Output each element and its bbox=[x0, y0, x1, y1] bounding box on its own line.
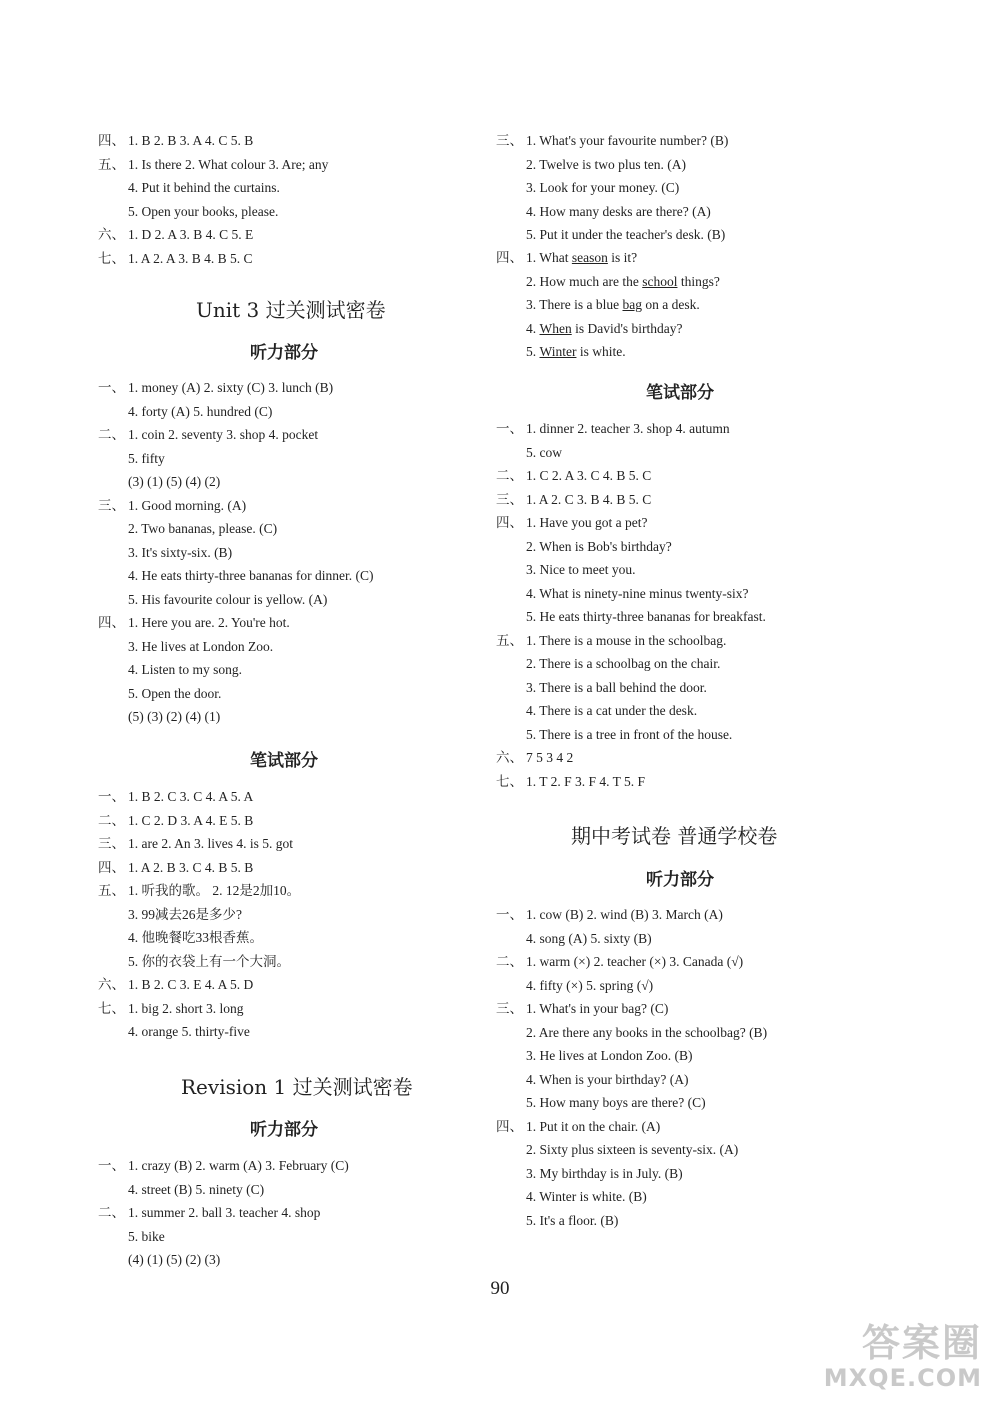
answer-line bbox=[496, 273, 720, 291]
answer-text: is white. bbox=[576, 344, 626, 359]
question-number: 二、 bbox=[98, 427, 125, 442]
answer-line bbox=[496, 1094, 706, 1112]
answer-text: 5. bbox=[526, 344, 540, 359]
answer-text: things? bbox=[677, 273, 720, 289]
answer-text: 3. 99减去26是多少? bbox=[128, 906, 242, 922]
answer-line bbox=[496, 1024, 767, 1042]
answer-text: 1. What's in your bag? (C) bbox=[526, 1001, 669, 1016]
answer-line bbox=[496, 343, 626, 361]
answer-text: 1. cow (B) 2. wind (B) 3. March (A) bbox=[526, 907, 723, 922]
answer-line bbox=[496, 702, 697, 720]
answer-text: 3. My birthday is in July. (B) bbox=[526, 1165, 683, 1181]
answer-line bbox=[496, 1000, 668, 1018]
answer-text: 1. D 2. A 3. B 4. C 5. E bbox=[128, 227, 254, 242]
answer-text: 3. He lives at London Zoo. (B) bbox=[526, 1048, 693, 1063]
answer-text: 5. It's a floor. (B) bbox=[526, 1212, 619, 1228]
answer-text: (5) (3) (2) (4) (1) bbox=[128, 709, 221, 724]
answer-text: 1. 听我的歌。 2. 12是2加10。 bbox=[128, 883, 301, 898]
answer-line bbox=[496, 538, 672, 556]
answer-text: 1. C 2. A 3. C 4. B 5. C bbox=[526, 468, 652, 483]
question-number: 五、 bbox=[98, 156, 125, 172]
answer-line bbox=[496, 953, 743, 971]
answer-line bbox=[98, 788, 253, 806]
subsection-title-listening: 听力部分 bbox=[250, 1120, 318, 1140]
answer-text: is David's birthday? bbox=[571, 320, 683, 336]
answer-text: 4. How many desks are there? (A) bbox=[526, 203, 711, 219]
answer-text: 5. bike bbox=[128, 1228, 165, 1244]
left-column bbox=[98, 0, 518, 1300]
answer-line bbox=[496, 773, 645, 791]
answer-text: 1. B 2. B 3. A 4. C 5. B bbox=[128, 133, 254, 148]
answer-line bbox=[496, 320, 683, 338]
watermark-text-bottom: MXQE.COM bbox=[823, 1364, 982, 1392]
answer-text: 4. Winter is white. (B) bbox=[526, 1189, 647, 1204]
question-number: 一、 bbox=[98, 1158, 125, 1173]
question-number: 七、 bbox=[496, 773, 523, 789]
answer-line bbox=[98, 661, 242, 679]
answer-text: 4. street (B) 5. ninety (C) bbox=[128, 1181, 265, 1197]
question-number: 三、 bbox=[496, 1001, 523, 1016]
answer-text: 2. There is a schoolbag on the chair. bbox=[526, 656, 721, 671]
answer-text: 1. A 2. C 3. B 4. B 5. C bbox=[526, 491, 652, 507]
question-number: 五、 bbox=[98, 883, 125, 898]
answer-text: 1. Here you are. 2. You're hot. bbox=[128, 615, 290, 630]
question-number: 三、 bbox=[496, 133, 523, 148]
answer-text: 3. Nice to meet you. bbox=[526, 562, 636, 577]
answer-text: 5. 你的衣袋上有一个大洞。 bbox=[128, 953, 290, 969]
answer-line bbox=[98, 953, 290, 971]
answer-text: 2. Are there any books in the schoolbag? (B) bbox=[526, 1024, 768, 1040]
answer-text: 5. His favourite colour is yellow. (A) bbox=[128, 591, 328, 607]
answer-line bbox=[496, 906, 723, 924]
answer-text: 1. B 2. C 3. C 4. A 5. A bbox=[128, 789, 254, 804]
question-number: 六、 bbox=[98, 977, 125, 992]
answer-text: 4. He eats thirty-three bananas for dinner. (C) bbox=[128, 568, 374, 583]
answer-line bbox=[98, 1181, 264, 1199]
answer-line bbox=[98, 1228, 165, 1246]
answer-line bbox=[98, 976, 253, 994]
answer-text: is it? bbox=[607, 250, 638, 265]
answer-text: 1. money (A) 2. sixty (C) 3. lunch (B) bbox=[128, 380, 334, 395]
answer-line bbox=[496, 491, 651, 509]
answer-line bbox=[98, 450, 165, 468]
answer-line bbox=[496, 632, 726, 650]
answer-text: 4. bbox=[526, 320, 540, 336]
answer-line bbox=[496, 749, 573, 767]
answer-line bbox=[496, 132, 728, 150]
underlined-word: When bbox=[539, 320, 572, 336]
answer-text: 2. Two bananas, please. (C) bbox=[128, 521, 278, 536]
answer-text: 3. He lives at London Zoo. bbox=[128, 638, 274, 654]
answer-line bbox=[98, 226, 253, 244]
answer-text: 2. When is Bob's birthday? bbox=[526, 538, 672, 554]
subsection-title-listening: 听力部分 bbox=[646, 870, 714, 890]
answer-text: 5. fifty bbox=[128, 450, 165, 466]
answer-line bbox=[496, 444, 562, 462]
answer-line bbox=[98, 497, 246, 515]
answer-text: 1. crazy (B) 2. warm (A) 3. February (C) bbox=[128, 1158, 349, 1173]
answer-text: 1. A 2. A 3. B 4. B 5. C bbox=[128, 250, 253, 266]
question-number: 三、 bbox=[98, 497, 125, 513]
answer-line bbox=[496, 203, 711, 221]
page-number: 90 bbox=[490, 1278, 510, 1299]
answer-line bbox=[496, 561, 635, 579]
subsection-title-writing: 笔试部分 bbox=[646, 383, 714, 403]
answer-line bbox=[98, 132, 253, 150]
answer-line bbox=[98, 591, 327, 609]
section-title-midterm: 期中考试卷 普通学校卷 bbox=[571, 824, 778, 848]
subsection-title-listening: 听力部分 bbox=[250, 343, 318, 363]
answer-text: 5. Open your books, please. bbox=[128, 203, 279, 219]
answer-line bbox=[98, 1204, 320, 1222]
answer-text: 3. There is a blue bbox=[526, 297, 623, 312]
answer-line bbox=[496, 467, 651, 485]
answer-line bbox=[98, 906, 242, 924]
answer-line bbox=[98, 614, 290, 632]
answer-line bbox=[496, 226, 725, 244]
answer-text: 4. orange 5. thirty-five bbox=[128, 1024, 250, 1039]
section-title-unit3: Unit 3 过关测试密卷 bbox=[196, 298, 386, 322]
answer-text: 5. Open the door. bbox=[128, 685, 222, 701]
question-number: 二、 bbox=[98, 1205, 125, 1220]
answer-line bbox=[98, 708, 220, 726]
answer-text: 4. When is your birthday? (A) bbox=[526, 1071, 689, 1087]
question-number: 七、 bbox=[98, 1000, 125, 1016]
question-number: 四、 bbox=[98, 133, 125, 148]
answer-line bbox=[496, 585, 748, 603]
answer-text: 3. Look for your money. (C) bbox=[526, 180, 680, 195]
question-number: 二、 bbox=[496, 468, 523, 483]
underlined-word: school bbox=[642, 273, 678, 289]
answer-line bbox=[98, 426, 318, 444]
question-number: 四、 bbox=[98, 859, 125, 875]
answer-line bbox=[496, 514, 647, 532]
answer-line bbox=[496, 249, 637, 267]
answer-line bbox=[98, 812, 253, 830]
answer-text: 1. A 2. B 3. C 4. B 5. B bbox=[128, 859, 254, 875]
answer-text: 1. C 2. D 3. A 4. E 5. B bbox=[128, 812, 254, 828]
answer-text: 5. Put it under the teacher's desk. (B) bbox=[526, 227, 726, 242]
answer-text: 1. Put it on the chair. (A) bbox=[526, 1118, 661, 1134]
answer-line bbox=[496, 726, 732, 744]
answer-text: 4. Put it behind the curtains. bbox=[128, 180, 280, 195]
underlined-word: Winter bbox=[539, 344, 577, 359]
answer-text: 1. What's your favourite number? (B) bbox=[526, 133, 729, 148]
section-title-revision1: Revision 1 过关测试密卷 bbox=[181, 1075, 413, 1099]
question-number: 七、 bbox=[98, 250, 125, 266]
question-number: 四、 bbox=[496, 250, 523, 265]
answer-text: 2. How much are the bbox=[526, 273, 643, 289]
question-number: 二、 bbox=[496, 954, 523, 969]
answer-line bbox=[98, 1023, 250, 1041]
answer-line bbox=[98, 929, 263, 947]
answer-text: 1. dinner 2. teacher 3. shop 4. autumn bbox=[526, 421, 730, 436]
answer-text: 5. He eats thirty-three bananas for breakfast. bbox=[526, 609, 766, 624]
answer-text: 5. There is a tree in front of the house. bbox=[526, 726, 733, 742]
answer-line bbox=[496, 655, 720, 673]
answer-text: 7 5 3 4 2 bbox=[526, 750, 574, 765]
answer-line bbox=[496, 1047, 692, 1065]
answer-line bbox=[496, 1188, 647, 1206]
question-number: 五、 bbox=[496, 632, 523, 648]
answer-line bbox=[98, 379, 333, 397]
answer-line bbox=[496, 156, 686, 174]
answer-line bbox=[98, 203, 278, 221]
answer-text: 4. 他晚餐吃33根香蕉。 bbox=[128, 930, 263, 945]
question-number: 六、 bbox=[496, 750, 523, 765]
answer-text: 1. T 2. F 3. F 4. T 5. F bbox=[526, 773, 646, 789]
question-number: 四、 bbox=[496, 1118, 523, 1134]
answer-text: 1. coin 2. seventy 3. shop 4. pocket bbox=[128, 427, 319, 442]
answer-text: (4) (1) (5) (2) (3) bbox=[128, 1252, 221, 1267]
watermark-text-top: 答案圈 bbox=[861, 1321, 982, 1365]
answer-line bbox=[496, 679, 707, 697]
answer-line bbox=[98, 1000, 244, 1018]
answer-text: 1. There is a mouse in the schoolbag. bbox=[526, 632, 727, 648]
answer-line bbox=[496, 608, 766, 626]
right-column bbox=[496, 0, 916, 1300]
answer-line bbox=[98, 1157, 349, 1175]
question-number: 三、 bbox=[98, 836, 125, 851]
answer-line bbox=[98, 544, 232, 562]
answer-text: 4. What is ninety-nine minus twenty-six? bbox=[526, 585, 749, 601]
question-number: 四、 bbox=[496, 515, 523, 530]
answer-line bbox=[98, 156, 328, 174]
question-number: 三、 bbox=[496, 491, 523, 507]
answer-line bbox=[496, 179, 679, 197]
answer-line bbox=[496, 1071, 688, 1089]
underlined-word: season bbox=[571, 250, 608, 265]
answer-text: 2. Twelve is two plus ten. (A) bbox=[526, 156, 687, 172]
question-number: 四、 bbox=[98, 615, 125, 630]
answer-line bbox=[496, 1212, 618, 1230]
answer-line bbox=[98, 473, 220, 491]
answer-line bbox=[496, 1141, 738, 1159]
answer-line bbox=[496, 977, 653, 995]
underlined-word: bag bbox=[622, 297, 642, 312]
answer-text: 4. fifty (×) 5. spring (√) bbox=[526, 977, 654, 993]
answer-line bbox=[496, 1118, 660, 1136]
answer-line bbox=[98, 250, 253, 268]
answer-text: 4. There is a cat under the desk. bbox=[526, 703, 698, 718]
answer-line bbox=[98, 403, 272, 421]
answer-text: 5. How many boys are there? (C) bbox=[526, 1095, 706, 1110]
answer-line bbox=[496, 930, 652, 948]
answer-text: 1. Good morning. (A) bbox=[128, 497, 247, 513]
answer-text: 3. It's sixty-six. (B) bbox=[128, 544, 233, 560]
question-number: 一、 bbox=[496, 421, 523, 436]
answer-line bbox=[98, 638, 273, 656]
answer-line bbox=[496, 1165, 683, 1183]
answer-text: 1. summer 2. ball 3. teacher 4. shop bbox=[128, 1205, 321, 1220]
answer-text: 1. are 2. An 3. lives 4. is 5. got bbox=[128, 836, 293, 851]
answer-text: 5. cow bbox=[526, 444, 562, 460]
answer-text: 1. warm (×) 2. teacher (×) 3. Canada (√) bbox=[526, 954, 744, 969]
answer-line bbox=[98, 859, 253, 877]
question-number: 六、 bbox=[98, 227, 125, 242]
answer-text: 1. Is there 2. What colour 3. Are; any bbox=[128, 156, 329, 172]
question-number: 一、 bbox=[98, 789, 125, 804]
subsection-title-writing: 笔试部分 bbox=[250, 751, 318, 771]
watermark-logo bbox=[732, 1312, 982, 1392]
question-number: 一、 bbox=[496, 907, 523, 922]
question-number: 一、 bbox=[98, 380, 125, 395]
answer-text: (3) (1) (5) (4) (2) bbox=[128, 474, 221, 489]
answer-text: 3. There is a ball behind the door. bbox=[526, 679, 707, 695]
answer-line bbox=[98, 520, 277, 538]
answer-line bbox=[496, 296, 700, 314]
answer-text: 1. What bbox=[526, 250, 572, 265]
answer-line bbox=[98, 882, 300, 900]
answer-line bbox=[98, 1251, 220, 1269]
answer-line bbox=[496, 420, 730, 438]
answer-text: 1. Have you got a pet? bbox=[526, 515, 648, 530]
answer-line bbox=[98, 685, 221, 703]
answer-text: 2. Sixty plus sixteen is seventy-six. (A) bbox=[526, 1142, 739, 1157]
answer-line bbox=[98, 835, 293, 853]
answer-text: 1. big 2. short 3. long bbox=[128, 1000, 244, 1016]
answer-text: 1. B 2. C 3. E 4. A 5. D bbox=[128, 977, 254, 992]
answer-text: 4. forty (A) 5. hundred (C) bbox=[128, 403, 273, 419]
answer-line bbox=[98, 179, 280, 197]
answer-text: on a desk. bbox=[641, 297, 700, 312]
answer-text: 4. song (A) 5. sixty (B) bbox=[526, 930, 652, 946]
answer-text: 4. Listen to my song. bbox=[128, 662, 242, 677]
question-number: 二、 bbox=[98, 812, 125, 828]
answer-line bbox=[98, 567, 374, 585]
